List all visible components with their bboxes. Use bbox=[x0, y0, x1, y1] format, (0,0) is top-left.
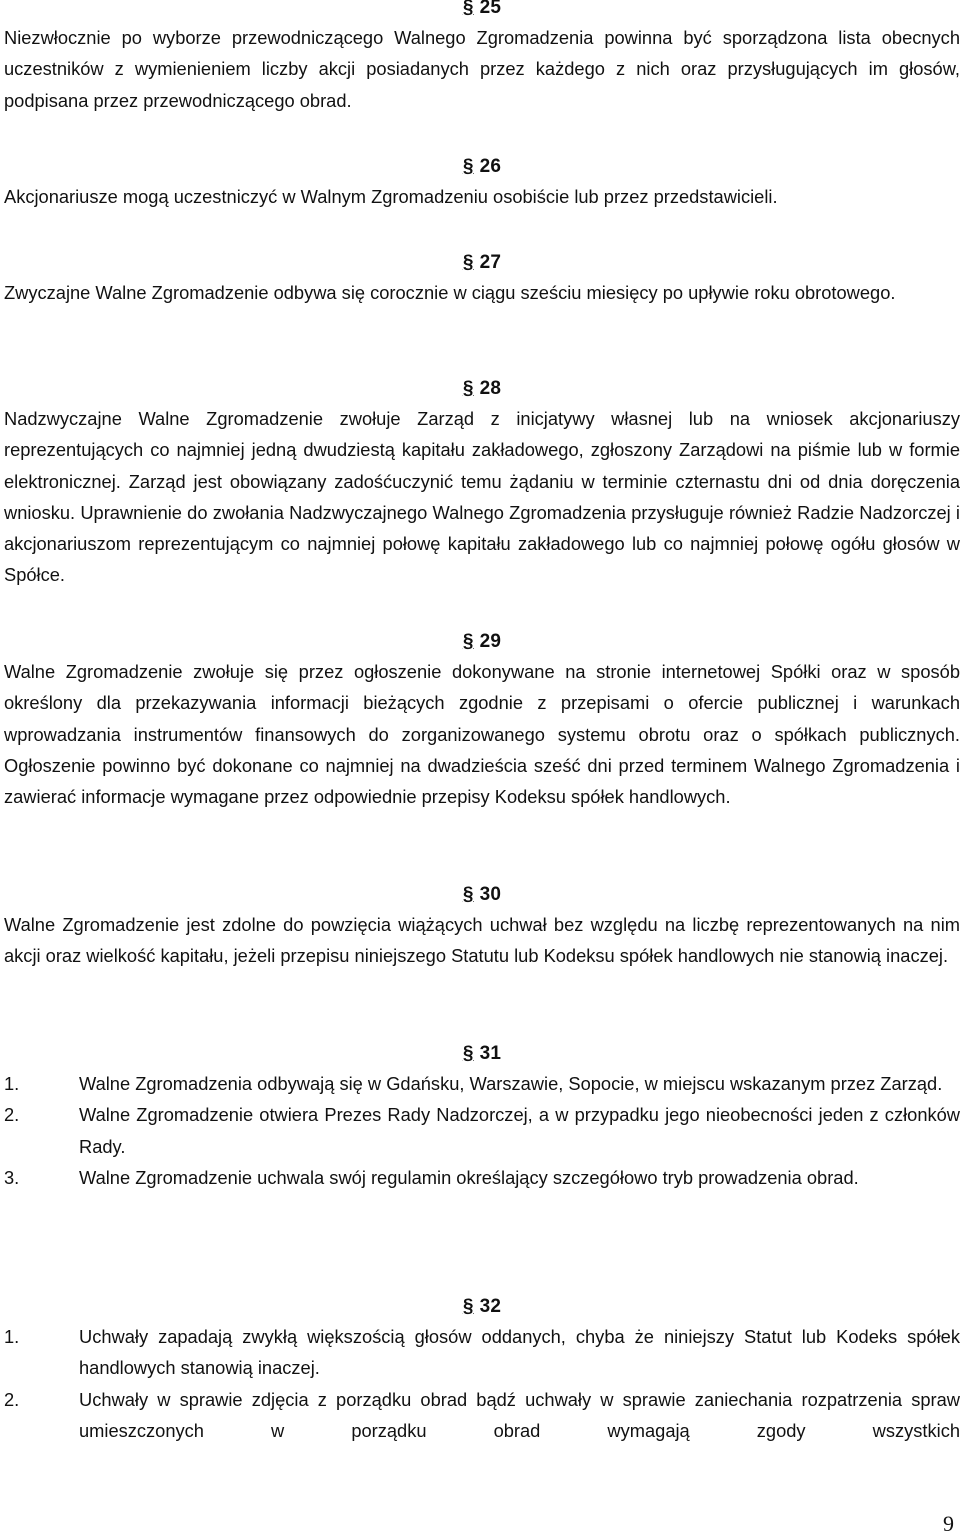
section-symbol: § bbox=[462, 252, 474, 273]
list-item-text: Walne Zgromadzenia odbywają się w Gdańsku, Warszawie, Sopocie, w miejscu wskazanym przez Zarząd. bbox=[79, 1073, 943, 1094]
section-heading bbox=[4, 378, 960, 400]
list-item-number: 2. bbox=[4, 1388, 20, 1410]
section-heading bbox=[4, 631, 960, 653]
section-number: 32 bbox=[479, 1296, 502, 1317]
section-paragraph: Zwyczajne Walne Zgromadzenie odbywa się corocznie w ciągu sześciu miesięcy po upływie roku obrotowego. bbox=[4, 282, 896, 303]
section-symbol: § bbox=[462, 1043, 474, 1064]
section-paragraph: Walne Zgromadzenie zwołuje się przez ogłoszenie dokonywane na stronie internetowej Spółki oraz w sposób określony dla przekazywania informacji bieżących zgodnie z przepisami o ofercie publicznej i warunkach wprowadzania instrumentów finansowych do zorganizowanego systemu obrotu oraz o spółkach publicznych. Ogłoszenie powinno być dokonane co najmniej na dwadzieścia sześć dni przed terminem Walnego Zgromadzenia i zawierać informacje wymagane przez odpowiednie przepisy Kodeksu spółek handlowych. bbox=[4, 661, 960, 808]
section-heading bbox=[4, 1296, 960, 1318]
section-symbol: § bbox=[462, 1296, 474, 1317]
list-item bbox=[4, 1321, 960, 1384]
section-25 bbox=[4, 0, 960, 116]
section-30 bbox=[4, 884, 960, 972]
page-number: 9 bbox=[943, 1511, 954, 1536]
section-heading bbox=[4, 156, 960, 178]
section-number: 28 bbox=[479, 378, 502, 399]
list-item-number: 3. bbox=[4, 1166, 20, 1188]
section-number: 30 bbox=[479, 884, 502, 905]
list-item bbox=[4, 1068, 960, 1099]
section-number: 26 bbox=[479, 156, 502, 177]
list-item-number: 1. bbox=[4, 1073, 20, 1094]
list-item bbox=[4, 1099, 960, 1162]
section-heading bbox=[4, 884, 960, 906]
section-31 bbox=[4, 1043, 960, 1193]
section-number: 25 bbox=[479, 0, 502, 18]
section-symbol: § bbox=[462, 0, 474, 18]
section-heading bbox=[4, 0, 960, 19]
numbered-list bbox=[4, 1321, 960, 1446]
section-number: 31 bbox=[479, 1043, 502, 1064]
section-paragraph: Walne Zgromadzenie jest zdolne do powzięcia wiążących uchwał bez względu na liczbę reprezentowanych na nim akcji oraz wielkość kapitału, jeżeli przepisu niniejszego Statutu lub Kodeksu spółek handlowych nie stanowią inaczej. bbox=[4, 914, 960, 967]
section-27 bbox=[4, 252, 960, 308]
section-number: 27 bbox=[479, 252, 502, 273]
list-item-number: 1. bbox=[4, 1326, 20, 1347]
list-item-text: Uchwały w sprawie zdjęcia z porządku obrad bądź uchwały w sprawie zaniechania rozpatrzenia spraw umieszczonych w porządku obrad wymagają zgody wszystkich bbox=[79, 1388, 960, 1441]
section-paragraph: Akcjonariusze mogą uczestniczyć w Walnym Zgromadzeniu osobiście lub przez przedstawicieli. bbox=[4, 186, 778, 207]
numbered-list bbox=[4, 1068, 960, 1193]
section-symbol: § bbox=[462, 631, 474, 652]
list-item-text: Walne Zgromadzenie uchwala swój regulamin określający szczegółowo tryb prowadzenia obrad. bbox=[79, 1166, 859, 1188]
section-26 bbox=[4, 156, 960, 212]
section-heading bbox=[4, 252, 960, 274]
section-symbol: § bbox=[462, 378, 474, 399]
list-item bbox=[4, 1384, 960, 1447]
section-paragraph: Niezwłocznie po wyborze przewodniczącego Walnego Zgromadzenia powinna być sporządzona lista obecnych uczestników z wymienieniem liczby akcji posiadanych przez każdego z nich oraz przysługujących im głosów, podpisana przez przewodniczącego obrad. bbox=[4, 27, 960, 111]
list-item-number: 2. bbox=[4, 1104, 20, 1126]
section-29 bbox=[4, 631, 960, 812]
section-28 bbox=[4, 378, 960, 591]
section-paragraph: Nadzwyczajne Walne Zgromadzenie zwołuje Zarząd z inicjatywy własnej lub na wniosek akcjonariuszy reprezentujących co najmniej jedną dwudziestą kapitału zakładowego, zgłoszony Zarządowi na piśmie lub w formie elektronicznej. Zarząd jest obowiązany zadośćuczynić temu żądaniu w terminie czternastu dni od dnia doręczenia wniosku. Uprawnienie do zwołania Nadzwyczajnego Walnego Zgromadzenia przysługuje również Radzie Nadzorczej i akcjonariuszom reprezentującym co najmniej połowę kapitału zakładowego lub co najmniej połowę ogółu głosów w Spółce. bbox=[4, 408, 960, 586]
section-number: 29 bbox=[479, 631, 502, 652]
section-heading bbox=[4, 1043, 960, 1065]
list-item bbox=[4, 1162, 960, 1193]
list-item-text: Uchwały zapadają zwykłą większością głosów oddanych, chyba że niniejszy Statut lub Kodeks spółek handlowych stanowią inaczej. bbox=[79, 1326, 960, 1379]
section-symbol: § bbox=[462, 156, 474, 177]
section-symbol: § bbox=[462, 884, 474, 905]
list-item-text: Walne Zgromadzenie otwiera Prezes Rady Nadzorczej, a w przypadku jego nieobecności jeden z członków Rady. bbox=[79, 1104, 960, 1157]
section-32 bbox=[4, 1296, 960, 1446]
